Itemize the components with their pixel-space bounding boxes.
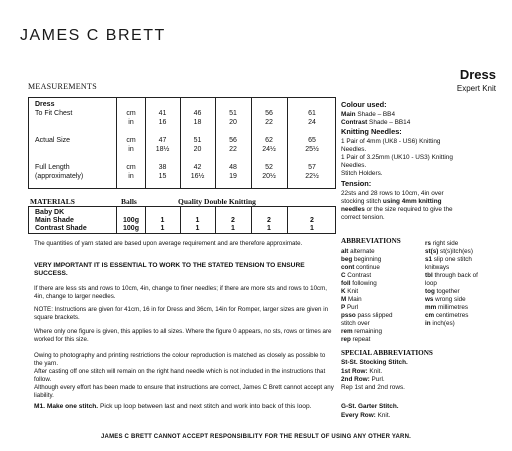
cell: 48 <box>229 164 237 171</box>
cell: 38 <box>158 164 167 171</box>
cell: 1 <box>160 217 165 224</box>
list-item: rep repeat <box>341 336 371 343</box>
unit: in <box>128 173 134 180</box>
row-label: Contrast Shade <box>35 225 87 232</box>
unit: in <box>128 119 134 126</box>
cell: 22 <box>229 146 237 153</box>
list-item: mm millimetres <box>425 304 469 311</box>
cell: 42 <box>193 164 202 171</box>
row-label: (approximately) <box>35 173 84 180</box>
list-item: P Purl <box>341 304 359 311</box>
measurements-title: MEASUREMENTS <box>28 82 97 91</box>
colour-used-title: Colour used: <box>341 100 387 109</box>
main-shade <box>341 111 395 119</box>
yarn-name: Baby DK <box>35 209 65 216</box>
list-item: stitch over <box>341 320 370 327</box>
main-shade-value: Shade – BB4 <box>355 111 396 118</box>
list-item: rs right side <box>425 240 459 247</box>
row-label: Main Shade <box>35 217 74 224</box>
materials-table <box>28 206 336 234</box>
cell: 1 <box>267 225 271 232</box>
errors-note: Although every effort has been made to ensure that instructions are correct, James C Brett cannot accept any liability. <box>34 384 334 399</box>
list-item: in inch(es) <box>425 320 455 327</box>
cell: 46 <box>193 110 202 117</box>
m1-label: M1. Make one stitch. <box>34 403 99 410</box>
tension-help: If there are less sts and rows to 10cm, 4in, change to finer needles; if there are more sts and rows to 10cm, 4in, change to larger needles. <box>34 285 328 300</box>
cell: 24 <box>308 119 316 126</box>
cell: 47 <box>158 137 167 144</box>
table-header-label: Dress <box>35 101 55 108</box>
tension-text: or the size required to give the <box>364 206 453 213</box>
unit: cm <box>126 110 136 117</box>
list-item: ws wrong side <box>425 296 466 303</box>
list-item: psso pass slipped <box>341 312 393 319</box>
cell: 16 <box>158 119 167 126</box>
cell: 20 <box>229 119 237 126</box>
needles-line: Stitch Holders. <box>341 170 383 177</box>
unit: cm <box>126 137 136 144</box>
m1-note <box>34 403 334 411</box>
cell: 25½ <box>305 146 319 153</box>
unit: 100g <box>123 217 139 224</box>
unit: cm <box>126 164 136 171</box>
cell: 62 <box>265 137 273 144</box>
cell: 56 <box>265 110 273 117</box>
cell: 1 <box>160 225 165 232</box>
tension-needles: using 4mm knitting <box>382 198 442 205</box>
cast-off-note: After casting off one stitch will remain on the right hand needle which is not included in the instructions that follow. <box>34 368 326 383</box>
tension-warning: VERY IMPORTANT IT IS ESSENTIAL TO WORK TO THE STATED TENSION TO ENSURE SUCCESS. <box>34 262 305 277</box>
unit: 100g <box>123 225 139 232</box>
cell: 20 <box>193 146 202 153</box>
cell: 51 <box>229 110 237 117</box>
cell: 51 <box>193 137 202 144</box>
list-item: cont continue <box>341 264 380 271</box>
cell: 1 <box>310 225 314 232</box>
needles-line: 1 Pair of 3.25mm (UK10 - US3) Knitting <box>341 154 453 161</box>
brand-logo: JAMES C BRETT <box>20 27 166 44</box>
cell: 2 <box>310 217 314 224</box>
cell: 2 <box>231 217 235 224</box>
pattern-level: Expert Knit <box>456 84 496 93</box>
needles-title: Knitting Needles: <box>341 127 402 136</box>
needles-line: 1 Pair of 4mm (UK8 - US6) Knitting <box>341 138 441 145</box>
st-st-title: St-St. Stocking Stitch. <box>341 359 408 366</box>
balls-label: Balls <box>121 197 137 206</box>
cell: 16½ <box>190 173 205 180</box>
list-item: beg beginning <box>341 256 382 263</box>
cell: 18½ <box>155 146 170 153</box>
repeat-note: Rep 1st and 2nd rows. <box>341 384 405 391</box>
list-item: alt alternate <box>341 248 375 255</box>
row-label: Actual Size <box>35 137 71 144</box>
row-one: 1st Row: Knit. <box>341 368 383 375</box>
every-row: Every Row: Knit. <box>341 412 391 419</box>
cell: 1 <box>195 217 200 224</box>
cell: 22 <box>265 119 273 126</box>
cell: 15 <box>158 173 167 180</box>
tension-needles: needles <box>341 206 365 213</box>
list-item: tbl through back of <box>425 272 478 279</box>
row-label: Full Length <box>35 164 70 171</box>
tension-line: 22sts and 28 rows to 10cm, 4in over <box>341 190 444 197</box>
list-item: knitways <box>425 264 450 271</box>
cell: 22½ <box>305 173 319 180</box>
cell: 19 <box>229 173 237 180</box>
cell: 56 <box>229 137 237 144</box>
tension-text: stocking stitch <box>341 198 383 205</box>
special-title: SPECIAL ABBREVIATIONS <box>341 349 433 357</box>
needles-line: Needles. <box>341 162 367 169</box>
list-item: st(s) st(s)itch(es) <box>425 248 473 255</box>
quality-label: Quality Double Knitting <box>178 197 256 206</box>
pattern-title: Dress <box>459 67 496 82</box>
cell: 2 <box>267 217 271 224</box>
sizes-note: NOTE: Instructions are given for 41cm, 16 in for Dress and 36cm, 14in for Romper, larger sizes are given in square brackets. <box>34 306 329 321</box>
colour-note: Owing to photography and printing restrictions the colour reproduction is matched as closely as possible to the yarn. <box>34 352 326 367</box>
cell: 1 <box>195 225 200 232</box>
cell: 20½ <box>262 173 276 180</box>
garter-title: G-St. Garter Stitch. <box>341 403 399 410</box>
measurements-table <box>28 97 336 189</box>
list-item: loop <box>425 280 437 287</box>
list-item: M Main <box>341 296 362 303</box>
cell: 1 <box>231 225 235 232</box>
tension-line <box>341 206 453 214</box>
cell: 41 <box>158 110 167 117</box>
contrast-shade-label: Contrast <box>341 119 368 126</box>
quantities-note: The quantities of yarn stated are based upon average requirement and are therefore approximate. <box>34 240 303 247</box>
cell: 24½ <box>262 146 276 153</box>
tension-line <box>341 198 442 206</box>
m1-text: Pick up loop between last and next stitch and work into back of this loop. <box>98 403 312 410</box>
list-item: tog together <box>425 288 460 295</box>
list-item: K Knit <box>341 288 359 295</box>
main-shade-label: Main <box>341 111 356 118</box>
needles-line: Needles. <box>341 146 367 153</box>
cell: 18 <box>193 119 202 126</box>
unit: in <box>128 146 134 153</box>
list-item: s1 slip one stitch <box>425 256 472 263</box>
contrast-shade-value: Shade – BB14 <box>367 119 411 126</box>
footer-disclaimer: JAMES C BRETT CANNOT ACCEPT RESPONSIBILITY FOR THE RESULT OF USING ANY OTHER YARN. <box>101 434 411 440</box>
row-two: 2nd Row: Purl. <box>341 376 385 383</box>
list-item: rem remaining <box>341 328 382 335</box>
row-label: To Fit Chest <box>35 110 73 117</box>
contrast-shade <box>341 119 410 127</box>
cell: 61 <box>308 110 316 117</box>
tension-title: Tension: <box>341 179 372 188</box>
cell: 57 <box>308 164 316 171</box>
tension-line: correct tension. <box>341 214 385 221</box>
list-item: C Contrast <box>341 272 372 279</box>
cell: 52 <box>265 164 273 171</box>
list-item: foll following <box>341 280 377 287</box>
figure-note: Where only one figure is given, this applies to all sizes. Where the figure 0 appears, no sts, rows or times are worked for this size. <box>34 328 332 343</box>
cell: 65 <box>308 137 316 144</box>
list-item: cm centimetres <box>425 312 469 319</box>
materials-title: MATERIALS <box>30 197 75 206</box>
abbreviations-title: ABBREVIATIONS <box>341 237 401 245</box>
